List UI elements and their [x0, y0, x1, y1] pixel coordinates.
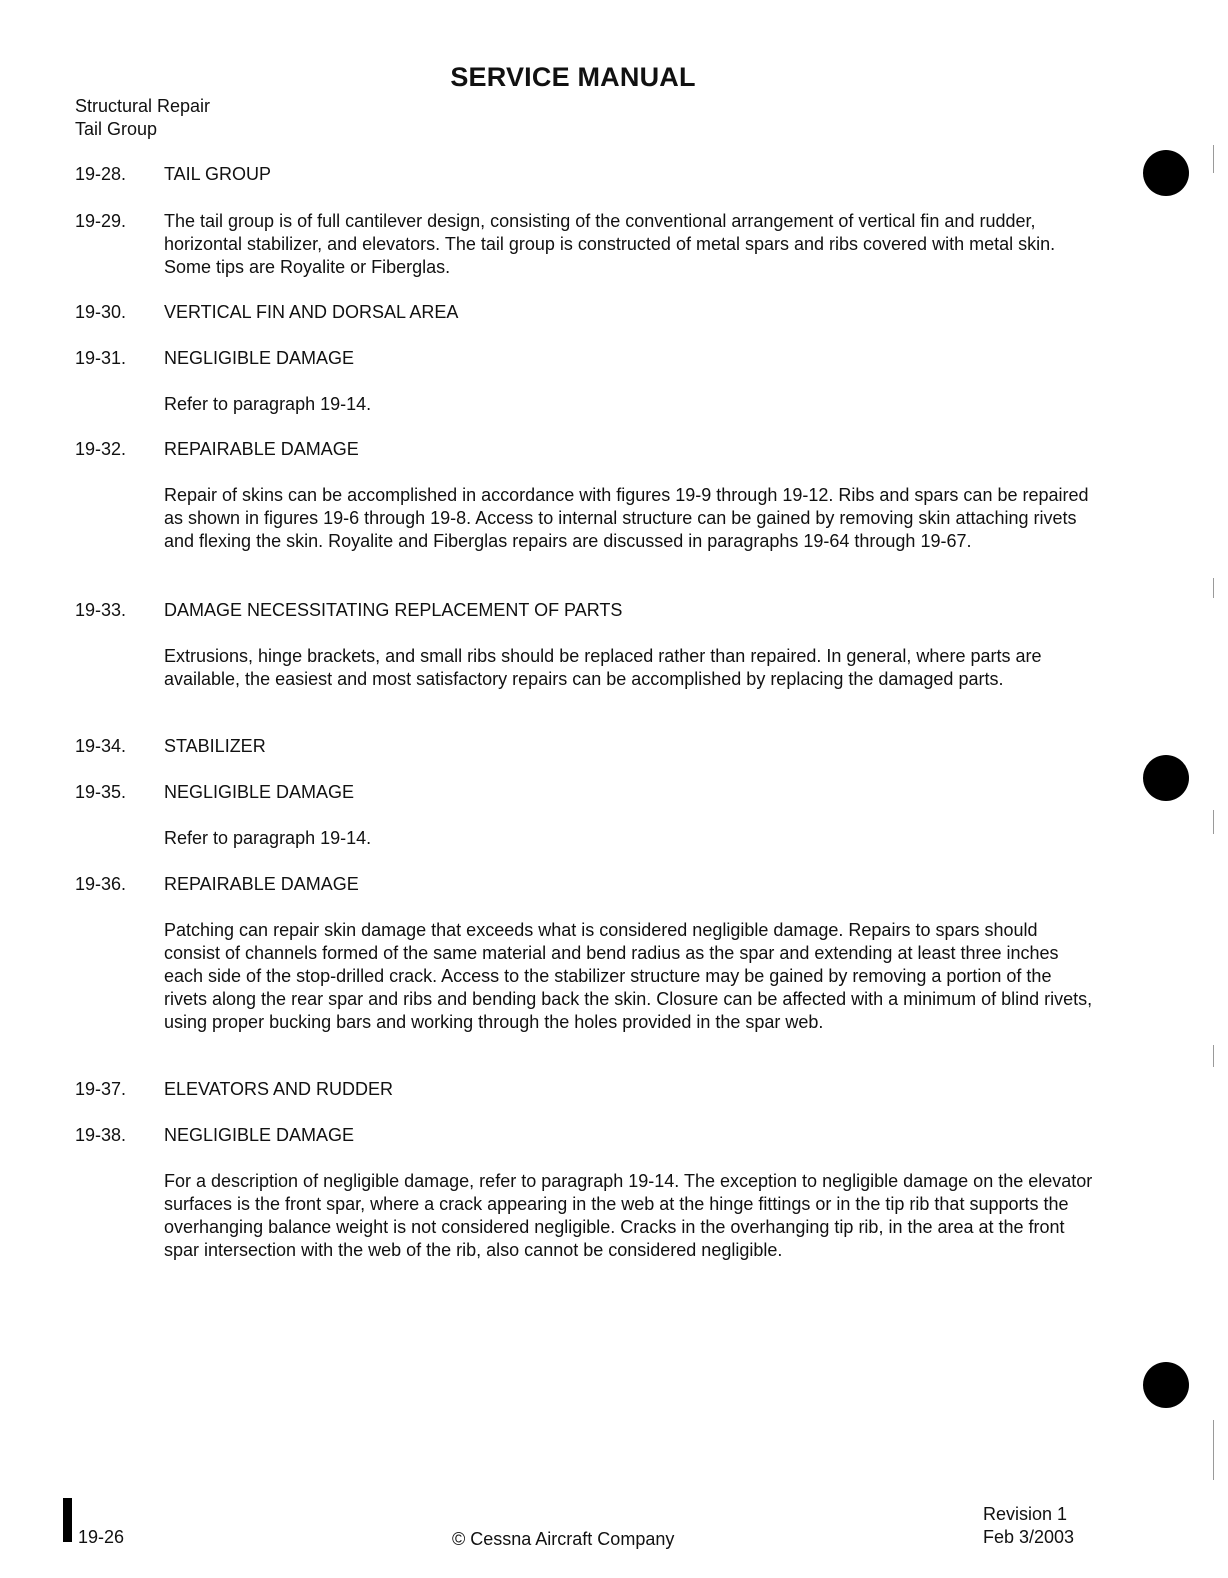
revision-label: Revision 1 [983, 1504, 1068, 1524]
paragraph-heading: STABILIZER [164, 736, 266, 756]
revision-date: Feb 3/2003 [983, 1527, 1075, 1547]
scan-edge-mark [1213, 810, 1214, 834]
paragraph-number: 19-31. [75, 348, 127, 368]
paragraph-body: For a description of negligible damage, refer to paragraph 19-14. The exception to negligible damage on the elevator surfaces is the front spar, where a crack appearing in the web at the hinge fittings or in the tip rib that supports the overhanging balance weight is not considered negligible. Cracks in the overhanging tip rib, in the area at the front spar intersection with the web of the rib, also cannot be considered negligible. [164, 1171, 1093, 1260]
paragraph-text: The tail group is of full cantilever design, consisting of the conventional arrangement of vertical fin and rudder, horizontal stabilizer, and elevators. The tail group is constructed of metal spars and ribs covered with metal skin. Some tips are Royalite or Fiberglas. [164, 211, 1056, 277]
paragraph-heading: NEGLIGIBLE DAMAGE [164, 782, 355, 802]
paragraph-number: 19-29. [75, 211, 127, 231]
scan-edge-mark [1213, 1045, 1214, 1067]
punch-hole [1143, 755, 1189, 801]
paragraph-number: 19-33. [75, 600, 127, 620]
paragraph-heading: NEGLIGIBLE DAMAGE [164, 348, 355, 368]
revision-change-bar [63, 1498, 72, 1542]
paragraph-number: 19-32. [75, 439, 127, 459]
paragraph-body: Extrusions, hinge brackets, and small ribs should be replaced rather than repaired. In general, where parts are available, the easiest and most satisfactory repairs can be accomplished by replacing the damaged parts. [164, 646, 1042, 689]
copyright: © Cessna Aircraft Company [452, 1529, 675, 1549]
paragraph-heading: REPAIRABLE DAMAGE [164, 874, 359, 894]
scan-edge-mark [1213, 145, 1214, 173]
paragraph-body: Refer to paragraph 19-14. [164, 394, 372, 414]
revision-block [983, 1503, 1074, 1549]
section-line-1: Structural Repair [75, 96, 211, 116]
page-number: 19-26 [78, 1527, 125, 1547]
paragraph-heading: DAMAGE NECESSITATING REPLACEMENT OF PARTS [164, 600, 623, 620]
scan-edge-mark [1213, 578, 1214, 598]
paragraph-heading: REPAIRABLE DAMAGE [164, 439, 359, 459]
paragraph-body: Repair of skins can be accomplished in accordance with figures 19-9 through 19-12. Ribs and spars can be repaired as shown in figures 19-6 through 19-8. Access to internal structure can be gained by removing skin attaching rivets and flexing the skin. Royalite and Fiberglas repairs are discussed in paragraphs 19-64 through 19-67. [164, 485, 1089, 551]
paragraph-number: 19-38. [75, 1125, 127, 1145]
punch-hole [1143, 150, 1189, 196]
paragraph-number: 19-30. [75, 302, 127, 322]
paragraph-heading: ELEVATORS AND RUDDER [164, 1079, 394, 1099]
paragraph-number: 19-37. [75, 1079, 127, 1099]
paragraph-number: 19-36. [75, 874, 127, 894]
paragraph-heading: VERTICAL FIN AND DORSAL AREA [164, 302, 459, 322]
paragraph-body: Refer to paragraph 19-14. [164, 828, 372, 848]
scan-edge-mark [1213, 1420, 1214, 1480]
page-title: SERVICE MANUAL [450, 62, 696, 92]
paragraph-heading: TAIL GROUP [164, 164, 272, 184]
paragraph-body: Patching can repair skin damage that exceeds what is considered negligible damage. Repairs to spars should consist of channels formed of the same material and bend radius as the spar and extending at least three inches each side of the stop-drilled crack. Access to the stabilizer structure may be gained by removing a portion of the rivets along the rear spar and ribs and bending back the skin. Closure can be affected with a minimum of blind rivets, using proper bucking bars and working through the holes provided in the spar web. [164, 920, 1093, 1032]
punch-hole [1143, 1362, 1189, 1408]
section-header [75, 95, 210, 141]
paragraph-number: 19-28. [75, 164, 127, 184]
paragraph-heading: NEGLIGIBLE DAMAGE [164, 1125, 355, 1145]
paragraph-number: 19-34. [75, 736, 127, 756]
paragraph-number: 19-35. [75, 782, 127, 802]
section-line-2: Tail Group [75, 119, 158, 139]
